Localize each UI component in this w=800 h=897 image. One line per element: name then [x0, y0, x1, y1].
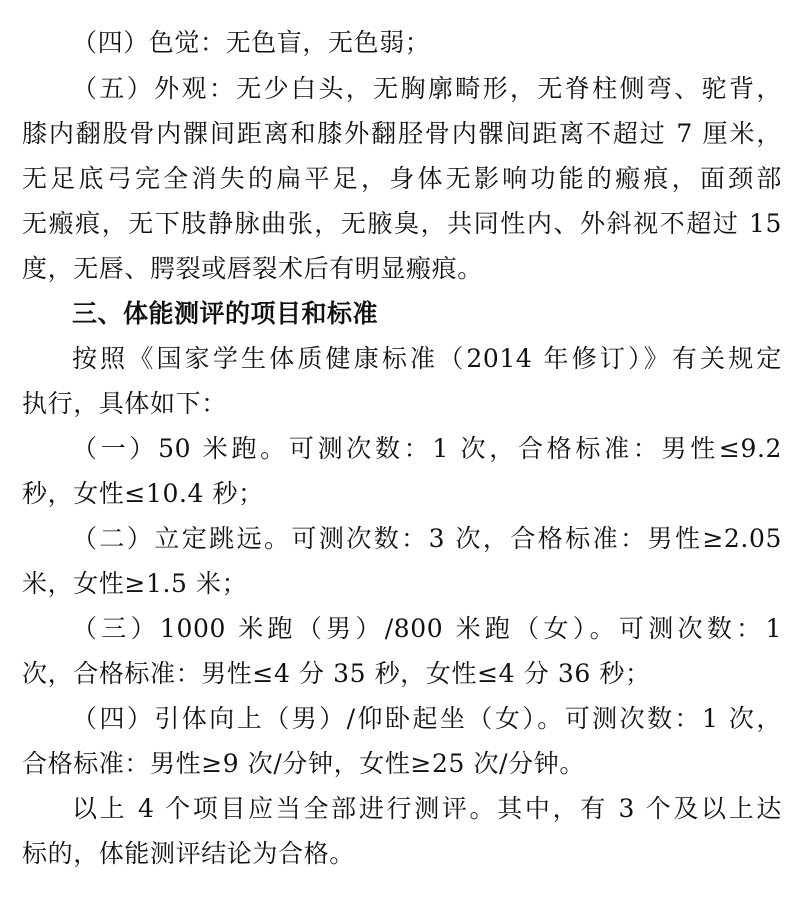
distance-run-item-line-2: 次，合格标准：男性≤4 分 35 秒，女性≤4 分 36 秒；: [22, 659, 651, 688]
section-heading-fitness: 三、体能测评的项目和标准: [72, 299, 379, 328]
appearance-item-line-5: 度，无唇、腭裂或唇裂术后有明显瘢痕。: [22, 254, 483, 283]
conclusion-line-1: 以上 4 个项目应当全部进行测评。其中，有 3 个及以上达: [72, 794, 782, 823]
fitness-intro-line-2: 执行，具体如下：: [22, 389, 227, 418]
pull-up-situp-item-line-1: （四）引体向上（男）/仰卧起坐（女）。可测次数：1 次，: [72, 704, 782, 733]
pull-up-situp-item-line-2: 合格标准：男性≥9 次/分钟，女性≥25 次/分钟。: [22, 749, 585, 778]
long-jump-item-line-1: （二）立定跳远。可测次数：3 次，合格标准：男性≥2.05: [72, 524, 782, 553]
sprint-item-line-1: （一）50 米跑。可测次数：1 次，合格标准：男性≤9.2: [72, 434, 782, 463]
distance-run-item-line-1: （三）1000 米跑（男）/800 米跑（女）。可测次数：1: [72, 614, 782, 643]
appearance-item-line-2: 膝内翻股骨内髁间距离和膝外翻胫骨内髁间距离不超过 7 厘米，: [22, 119, 782, 148]
appearance-item-line-1: （五）外观：无少白头，无胸廓畸形，无脊柱侧弯、驼背，: [72, 74, 782, 103]
conclusion-line-2: 标的，体能测评结论为合格。: [22, 839, 355, 868]
sprint-item-line-2: 秒，女性≤10.4 秒；: [22, 479, 264, 508]
appearance-item-line-4: 无瘢痕，无下肢静脉曲张，无腋臭，共同性内、外斜视不超过 15: [22, 209, 782, 238]
long-jump-item-line-2: 米，女性≥1.5 米；: [22, 569, 248, 598]
fitness-intro-line-1: 按照《国家学生体质健康标准（2014 年修订）》有关规定: [72, 344, 782, 373]
color-vision-item: （四）色觉：无色盲，无色弱；: [72, 28, 431, 57]
appearance-item-line-3: 无足底弓完全消失的扁平足，身体无影响功能的瘢痕，面颈部: [22, 164, 782, 193]
